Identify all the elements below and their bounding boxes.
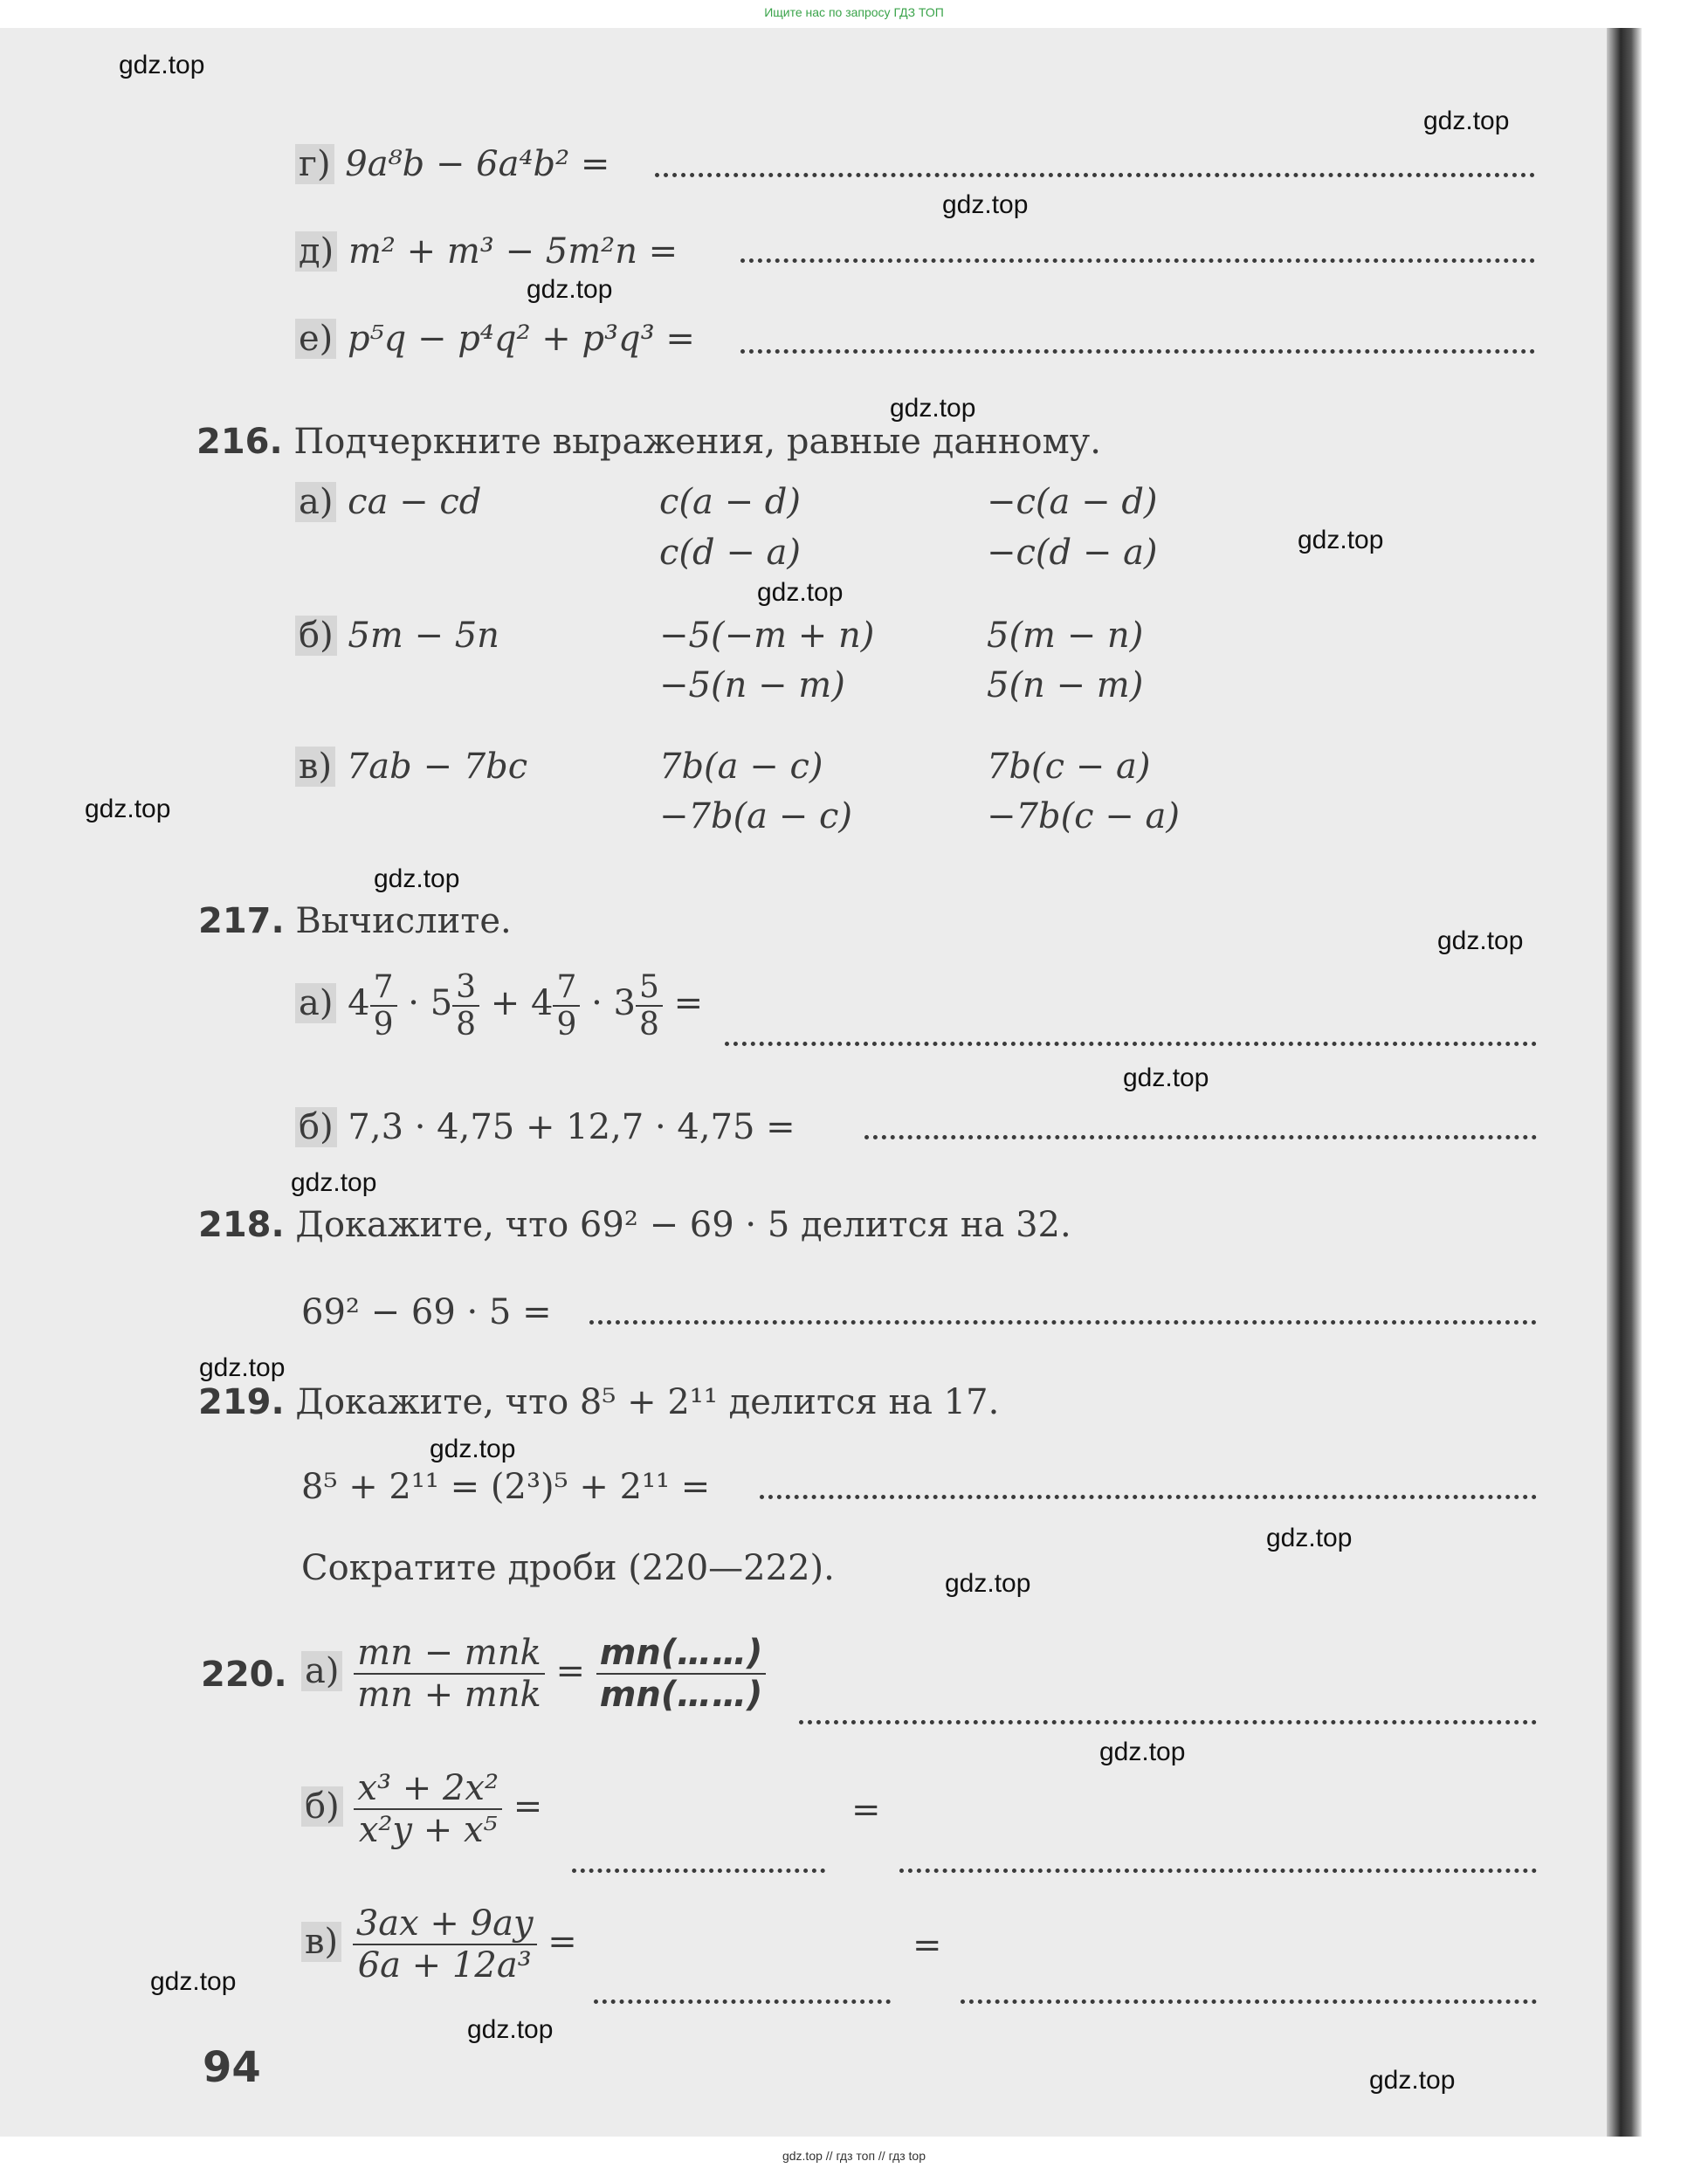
operator: · — [408, 983, 419, 1023]
book-spine — [1607, 28, 1642, 2137]
denominator: mn(……) — [599, 1675, 763, 1715]
item-label: а) — [295, 983, 336, 1023]
numerator: 3 — [452, 969, 479, 1007]
problem-number: 217. — [198, 901, 285, 941]
watermark: gdz.top — [1369, 2066, 1456, 2095]
watermark: gdz.top — [1423, 107, 1510, 135]
item-label: д) — [295, 231, 337, 272]
textbook-page — [0, 28, 1642, 2137]
whole-part: 4 — [531, 983, 554, 1023]
equals: = — [851, 1790, 881, 1830]
problem-text: Вычислите. — [295, 901, 512, 941]
numerator: x³ + 2x² — [354, 1768, 502, 1810]
work-219: 8⁵ + 2¹¹ = (2³)⁵ + 2¹¹ = — [301, 1467, 711, 1507]
watermark: gdz.top — [1298, 526, 1384, 554]
denominator: 9 — [556, 1007, 577, 1043]
fraction — [636, 969, 663, 1043]
header-note: Ищите нас по запросу ГДЗ ТОП — [764, 5, 944, 19]
watermark: gdz.top — [430, 1435, 516, 1463]
watermark: gdz.top — [945, 1569, 1031, 1598]
work-218: 69² − 69 · 5 = — [301, 1292, 552, 1332]
handwritten-fraction — [596, 1633, 767, 1715]
answer-line[interactable] — [740, 258, 1535, 263]
problem-219-heading — [198, 1382, 999, 1422]
expression: ca − cd — [348, 482, 482, 522]
exercise-row-g — [295, 144, 610, 184]
expression: p⁵q − p⁴q² + p³q³ = — [348, 319, 695, 359]
item-label: в) — [295, 747, 335, 787]
problem-text: Докажите, что 69² − 69 · 5 делится на 32. — [295, 1205, 1071, 1245]
watermark: gdz.top — [291, 1168, 377, 1197]
item-label: в) — [301, 1922, 341, 1962]
footer-note: gdz.top // гдз топ // гдз top — [782, 2149, 926, 2163]
task-217b — [295, 1107, 795, 1147]
problem-number: 219. — [198, 1382, 285, 1422]
watermark: gdz.top — [374, 864, 460, 893]
option[interactable]: −c(a − d) — [987, 482, 1158, 522]
numerator: 7 — [370, 969, 397, 1007]
problem-number: 218. — [198, 1205, 285, 1245]
watermark: gdz.top — [890, 394, 976, 423]
numerator: 3ax + 9ay — [353, 1903, 537, 1945]
task-220b — [301, 1768, 542, 1850]
whole-part: 3 — [613, 983, 636, 1023]
denominator: 8 — [456, 1007, 477, 1043]
numerator: mn(……) — [596, 1633, 767, 1675]
operator: · — [591, 983, 603, 1023]
answer-line[interactable] — [864, 1135, 1537, 1139]
option[interactable]: c(a − d) — [659, 482, 802, 522]
item-label: а) — [301, 1651, 342, 1691]
equals: = — [513, 1786, 543, 1827]
watermark: gdz.top — [150, 1967, 237, 1996]
watermark: gdz.top — [942, 190, 1029, 219]
denominator: mn + mnk — [357, 1675, 541, 1715]
option[interactable]: −7b(a − c) — [659, 796, 852, 836]
item-label: б) — [295, 616, 337, 656]
task-216v — [295, 747, 527, 787]
fraction — [553, 969, 580, 1043]
section-title: Сократите дроби (220—222). — [301, 1548, 835, 1588]
answer-line[interactable] — [594, 1999, 891, 2004]
answer-line[interactable] — [799, 1720, 1537, 1724]
watermark: gdz.top — [1123, 1063, 1209, 1092]
fraction — [354, 1633, 545, 1715]
item-label: б) — [295, 1107, 337, 1147]
option[interactable]: 5(n − m) — [987, 665, 1144, 705]
expression: 9a⁸b − 6a⁴b² = — [345, 144, 610, 184]
answer-line[interactable] — [572, 1869, 825, 1873]
numerator: 7 — [553, 969, 580, 1007]
answer-line[interactable] — [725, 1042, 1537, 1046]
problem-text: Подчеркните выражения, равные данному. — [293, 422, 1101, 462]
denominator: 9 — [373, 1007, 394, 1043]
expression: 5m − 5n — [348, 616, 499, 656]
task-217a — [295, 969, 703, 1043]
item-label: е) — [295, 319, 336, 359]
task-220a — [301, 1633, 766, 1715]
equals: = — [555, 1651, 585, 1691]
task-220v — [301, 1903, 577, 1986]
option[interactable]: 5(m − n) — [987, 616, 1144, 656]
answer-line[interactable] — [899, 1869, 1537, 1873]
problem-218-heading — [198, 1205, 1071, 1245]
fraction — [354, 1768, 502, 1850]
watermark: gdz.top — [1099, 1738, 1186, 1766]
answer-line[interactable] — [740, 349, 1535, 354]
option[interactable]: −7b(c − a) — [987, 796, 1180, 836]
task-216b — [295, 616, 499, 656]
watermark: gdz.top — [527, 275, 613, 304]
equals: = — [913, 1925, 942, 1965]
denominator: 6a + 12a³ — [357, 1945, 532, 1986]
problem-217-heading — [198, 901, 512, 941]
numerator: 5 — [636, 969, 663, 1007]
equals: = — [548, 1922, 577, 1962]
exercise-row-d — [295, 231, 678, 272]
option[interactable]: −5(−m + n) — [659, 616, 875, 656]
expression: 7ab − 7bc — [346, 747, 528, 787]
whole-part: 4 — [348, 983, 370, 1023]
equals: = — [673, 983, 704, 1023]
item-label: а) — [295, 482, 336, 522]
operator: + — [490, 983, 520, 1023]
exercise-row-e — [295, 319, 695, 359]
problem-number: 216. — [196, 422, 283, 462]
problem-text: Докажите, что 8⁵ + 2¹¹ делится на 17. — [295, 1382, 1000, 1422]
option[interactable]: 7b(c − a) — [987, 747, 1151, 787]
fraction — [353, 1903, 537, 1986]
answer-line[interactable] — [589, 1320, 1537, 1325]
watermark: gdz.top — [1437, 926, 1524, 955]
watermark: gdz.top — [119, 51, 205, 79]
denominator: 8 — [638, 1007, 659, 1043]
option[interactable]: −5(n − m) — [659, 665, 845, 705]
whole-part: 5 — [430, 983, 453, 1023]
answer-line[interactable] — [961, 1999, 1537, 2004]
denominator: x²y + x⁵ — [358, 1810, 498, 1850]
fraction — [452, 969, 479, 1043]
answer-line[interactable] — [655, 173, 1535, 177]
option[interactable]: c(d − a) — [659, 533, 802, 573]
answer-line[interactable] — [760, 1495, 1537, 1499]
page-number: 94 — [203, 2043, 261, 2092]
task-216a — [295, 482, 481, 522]
fraction — [370, 969, 397, 1043]
watermark: gdz.top — [757, 578, 844, 607]
problem-number-220 — [201, 1655, 287, 1695]
item-label: г) — [295, 144, 334, 184]
problem-216-heading — [196, 422, 1101, 462]
watermark: gdz.top — [85, 795, 171, 823]
expression: 7,3 · 4,75 + 12,7 · 4,75 = — [348, 1107, 795, 1147]
expression: m² + m³ − 5m²n = — [348, 231, 678, 272]
watermark: gdz.top — [467, 2015, 554, 2044]
item-label: б) — [301, 1786, 343, 1827]
watermark: gdz.top — [1266, 1524, 1353, 1552]
numerator: mn − mnk — [354, 1633, 545, 1675]
watermark: gdz.top — [199, 1353, 286, 1382]
problem-number: 220. — [201, 1655, 287, 1695]
option[interactable]: −c(d − a) — [987, 533, 1158, 573]
option[interactable]: 7b(a − c) — [659, 747, 823, 787]
